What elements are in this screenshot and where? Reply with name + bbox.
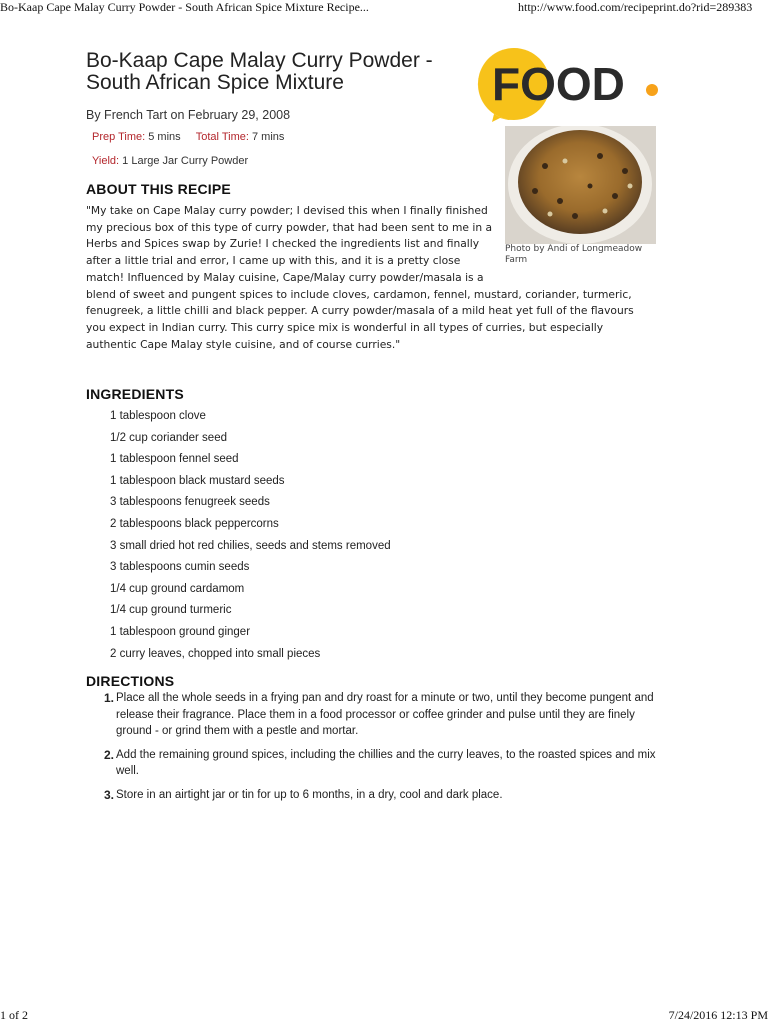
about-text (86, 203, 646, 353)
page-number: 1 of 2 (0, 1008, 28, 1022)
step-number: 2. (104, 747, 115, 762)
print-header-url: http://www.food.com/recipeprint.do?rid=289383 (518, 0, 753, 14)
ingredient-item: 1 tablespoon black mustard seeds (110, 474, 285, 487)
ingredient-item: 2 tablespoons black peppercorns (110, 517, 279, 530)
directions-list (104, 690, 664, 810)
about-body: "My take on Cape Malay curry powder; I devised this when I finally finished my precious box of this type of curry powder, that had been sent to me in a Herbs and Spices swap by Zurie! I checked the ingredients list and finally after a little trial and error, I came up with this, and it is a pretty close match! Influenced by Malay cuisine, Cape/Malay curry powder/masala is a blend of sweet and pungent spices to include cloves, cardamon, fennel, mustard, coriander, turmeric, fenugreek, a little chilli and black pepper. A curry powder/masala of a mild heat yet full of the flavours you expect in Indian curry. This curry spice mix is wonderful in all types of curries, but especially authentic Cape Malay style cuisine, and of course curries." (86, 204, 634, 351)
ingredient-item: 1 tablespoon clove (110, 410, 206, 422)
step-number: 1. (104, 691, 115, 705)
total-time-label: Total Time: (195, 131, 249, 143)
yield-value: 1 Large Jar Curry Powder (122, 155, 249, 167)
recipe-times (92, 131, 284, 143)
print-datetime: 7/24/2016 12:13 PM (668, 1008, 768, 1022)
prep-time-value: 5 mins (148, 131, 181, 143)
ingredients-heading: INGREDIENTS (86, 386, 184, 402)
logo-dot (646, 84, 658, 96)
print-header-title: Bo-Kaap Cape Malay Curry Powder - South African Spice Mixture Recipe... (0, 0, 369, 14)
direction-step (104, 747, 664, 780)
step-text: Place all the whole seeds in a frying pan and dry roast for a minute or two, until they become pungent and release their fragrance. Place them in a food processor or coffee grinder and pulse until they are finely ground - or grind them with a pestle and mortar. (116, 692, 654, 737)
ingredient-item: 1/4 cup ground cardamom (110, 582, 245, 595)
recipe-byline: By French Tart on February 29, 2008 (86, 108, 291, 122)
direction-step (104, 690, 664, 740)
direction-step (104, 787, 664, 804)
step-text: Add the remaining ground spices, including the chillies and the curry leaves, to the roasted spices and mix well. (116, 748, 656, 777)
print-footer (0, 1008, 768, 1024)
ingredient-item: 2 curry leaves, chopped into small pieces (110, 647, 321, 660)
ingredients-list (110, 408, 391, 667)
directions-heading: DIRECTIONS (86, 673, 175, 689)
ingredient-item: 1/2 cup coriander seed (110, 431, 227, 444)
prep-time-label: Prep Time: (92, 131, 146, 143)
photo-float-spacer (496, 203, 646, 286)
ingredient-item: 3 tablespoons fenugreek seeds (110, 496, 270, 509)
step-text: Store in an airtight jar or tin for up to 6 months, in a dry, cool and dark place. (116, 788, 503, 801)
step-number: 3. (104, 787, 115, 802)
about-heading: ABOUT THIS RECIPE (86, 181, 231, 197)
ingredient-item: 3 tablespoons cumin seeds (110, 561, 250, 574)
ingredient-item: 1/4 cup ground turmeric (110, 604, 232, 617)
print-header (0, 0, 768, 16)
recipe-yield (92, 155, 248, 167)
ingredient-item: 3 small dried hot red chilies, seeds and stems removed (110, 539, 391, 552)
logo-text: FOOD (492, 58, 625, 110)
ingredient-item: 1 tablespoon fennel seed (110, 453, 239, 466)
recipe-title: Bo-Kaap Cape Malay Curry Powder - South African Spice Mixture (86, 49, 433, 94)
photo-caption: Photo by Andi of Longmeadow Farm (505, 244, 643, 265)
ingredient-item: 1 tablespoon ground ginger (110, 625, 251, 638)
total-time-value: 7 mins (252, 131, 285, 143)
food-logo (470, 44, 660, 122)
yield-label: Yield: (92, 155, 120, 167)
